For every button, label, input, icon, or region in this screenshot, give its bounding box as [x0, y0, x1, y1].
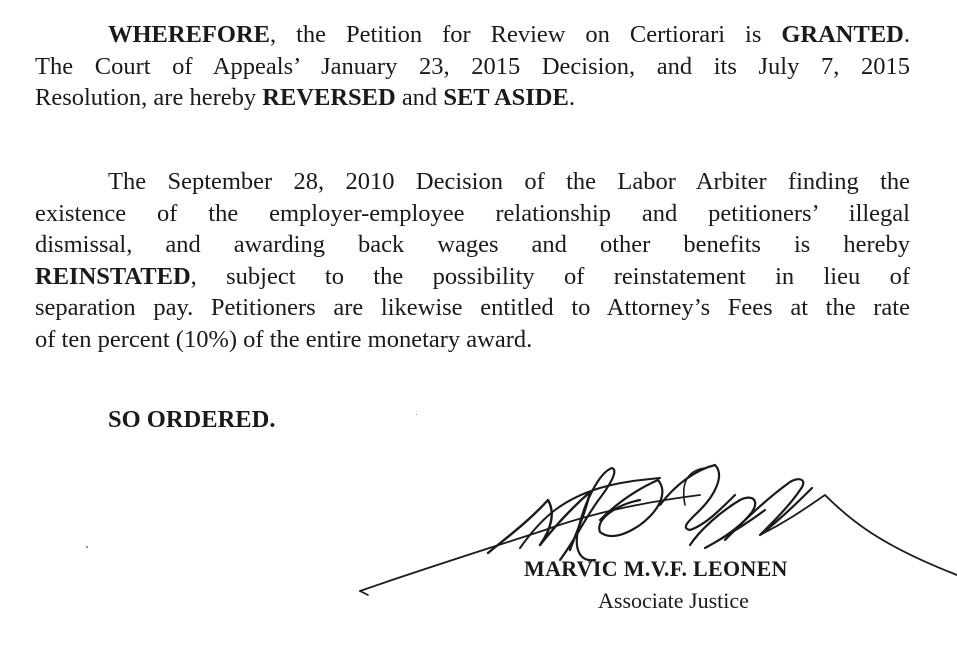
paragraph-line — [35, 82, 910, 114]
paragraph-line: The Court of Appeals’ January 23, 2015 Decision, and its July 7, 2015 — [35, 52, 910, 80]
wherefore-keyword: WHEREFORE — [108, 21, 270, 48]
reinstatement-paragraph — [35, 166, 910, 355]
granted-keyword: GRANTED — [781, 21, 904, 48]
reinstated-keyword: REINSTATED — [35, 262, 191, 290]
paper-speck — [416, 414, 417, 415]
text-run: and — [395, 84, 444, 111]
set-aside-keyword: SET ASIDE — [443, 84, 569, 111]
text-run: , the Petition for Review on Certiorari is — [270, 21, 782, 48]
reversed-keyword: REVERSED — [262, 84, 396, 111]
paper-speck — [86, 546, 88, 548]
paragraph-line: existence of the employer-employee relationship and petitioners’ illegal — [35, 199, 910, 227]
paragraph-line: of ten percent (10%) of the entire monetary award. — [35, 325, 533, 353]
so-ordered-closing: SO ORDERED. — [108, 406, 276, 433]
dispositive-paragraph — [35, 19, 910, 114]
text-run: Resolution, are hereby — [35, 84, 263, 111]
paragraph-line: separation pay. Petitioners are likewise entitled to Attorney’s Fees at the rate — [35, 294, 910, 321]
text-run: . — [903, 21, 910, 48]
text-run: . — [568, 84, 575, 111]
text-run: , subject to the possibility of reinstatement in lieu of — [190, 262, 910, 290]
paragraph-line — [35, 261, 910, 293]
paragraph-line — [35, 19, 910, 51]
signatory-name: MARVIC M.V.F. LEONEN — [524, 556, 788, 581]
signatory-title: Associate Justice — [598, 588, 749, 613]
paragraph-line: The September 28, 2010 Decision of the Labor Arbiter finding the — [108, 168, 910, 195]
paragraph-line: dismissal, and awarding back wages and other benefits is hereby — [35, 231, 910, 258]
